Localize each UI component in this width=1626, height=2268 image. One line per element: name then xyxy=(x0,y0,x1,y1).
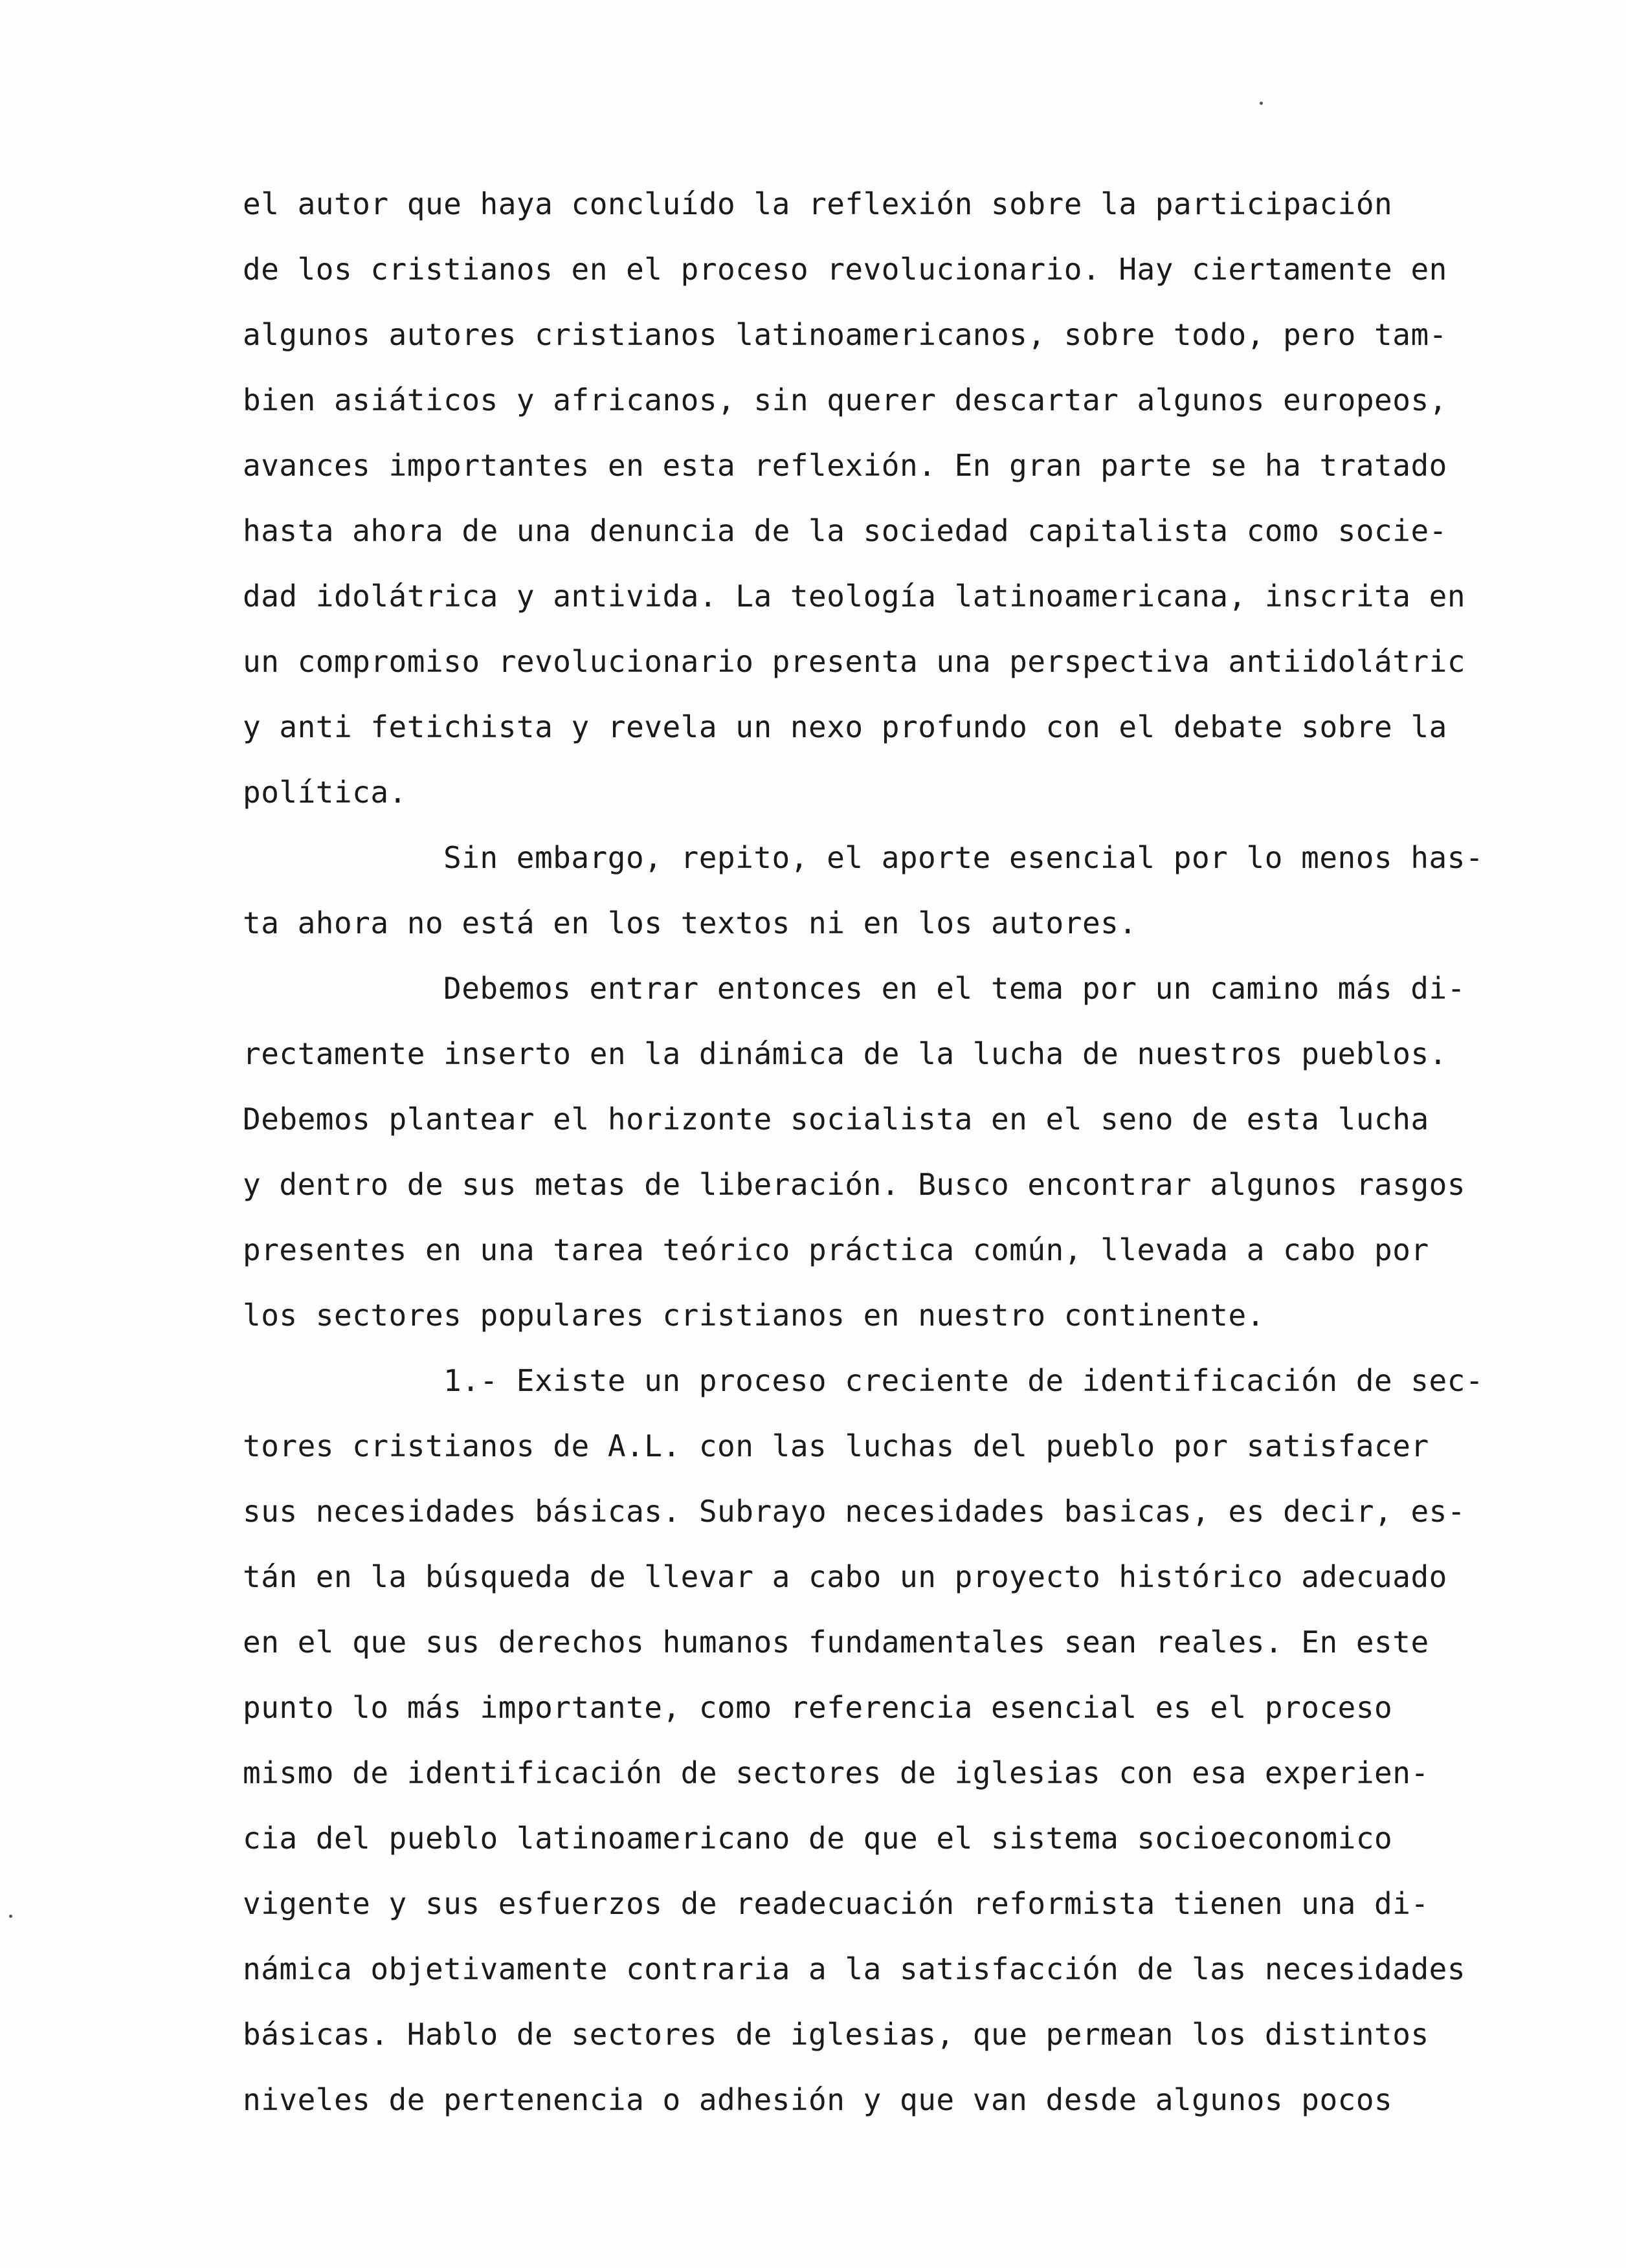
paper-speck xyxy=(1260,102,1263,105)
typewritten-text xyxy=(243,172,1589,2133)
paper-speck xyxy=(9,1915,12,1918)
paragraph-3: Debemos entrar entonces en el tema por un camino más di- rectamente inserto en la dinámica de la lucha de nuestros pueblos. Debemos plantear el horizonte socialista en el seno de esta lucha y dentro de sus metas de liberación. Busco encontrar algunos rasgos presentes en una tarea teórico práctica común, llevada a cabo por los sectores populares cristianos en nuestro continente. xyxy=(243,971,1466,1333)
paragraph-4: 1.- Existe un proceso creciente de identificación de sec- tores cristianos de A.L. con las luchas del pueblo por satisfacer sus necesidades básicas. Subrayo necesidades basicas, es decir, es- tán en la búsqueda de llevar a cabo un proyecto histórico adecuado en el que sus derechos humanos fundamentales sean reales. En este punto lo más importante, como referencia esencial es el proceso mismo de identificación de sectores de iglesias con esa experien- cia del pueblo latinoamericano de que el sistema socioeconomico vigente y sus esfuerzos de readecuación reformista tienen una di- námica objetivamente contraria a la satisfacción de las necesidades básicas. Hablo de sectores de iglesias, que permean los distintos niveles de pertenencia o adhesión y que van desde algunos pocos xyxy=(243,1363,1484,2117)
paragraph-2: Sin embargo, repito, el aporte esencial por lo menos has- ta ahora no está en los textos ni en los autores. xyxy=(243,840,1484,940)
paragraph-1: el autor que haya concluído la reflexión sobre la participación de los cristianos en el proceso revolucionario. Hay ciertamente en algunos autores cristianos latinoamericanos, sobre todo, pero tam- bien asiáticos y africanos, sin querer descartar algunos europeos, avances importantes en esta reflexión. En gran parte se ha tratado hasta ahora de una denuncia de la sociedad capitalista como socie- dad idolátrica y antivida. La teología latinoamericana, inscrita en un compromiso revolucionario presenta una perspectiva antiidolátric y anti fetichista y revela un nexo profundo con el debate sobre la política. xyxy=(243,186,1466,810)
